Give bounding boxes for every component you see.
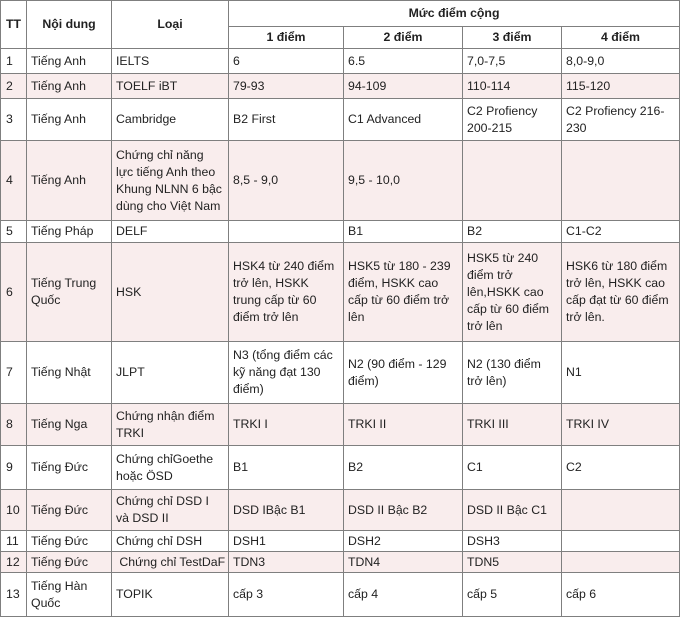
row-point-1: B2 First <box>229 99 344 141</box>
row-type: JLPT <box>112 342 229 404</box>
row-point-1: 8,5 - 9,0 <box>229 141 344 221</box>
row-point-3 <box>463 141 562 221</box>
row-type: Chứng chỉ DSH <box>112 531 229 552</box>
table-row <box>1 552 680 573</box>
row-point-2: DSD II Bậc B2 <box>344 490 463 531</box>
row-point-4: C1-C2 <box>562 221 680 243</box>
row-content: Tiếng Đức <box>27 552 112 573</box>
row-content: Tiếng Hàn Quốc <box>27 573 112 617</box>
row-point-2: B1 <box>344 221 463 243</box>
row-point-3: C2 Profiency 200-215 <box>463 99 562 141</box>
row-type: IELTS <box>112 49 229 74</box>
row-content: Tiếng Đức <box>27 490 112 531</box>
row-point-2: TDN4 <box>344 552 463 573</box>
row-type: Chứng chỉ TestDaF <box>112 552 229 573</box>
table-row <box>1 404 680 446</box>
row-point-3: DSH3 <box>463 531 562 552</box>
row-point-2: C1 Advanced <box>344 99 463 141</box>
row-tt: 13 <box>1 573 27 617</box>
table-row <box>1 74 680 99</box>
row-content: Tiếng Nhật <box>27 342 112 404</box>
header-content: Nội dung <box>27 1 112 49</box>
row-content: Tiếng Đức <box>27 531 112 552</box>
row-point-3: DSD II Bậc C1 <box>463 490 562 531</box>
row-point-1: N3 (tổng điểm các kỹ năng đạt 130 điểm) <box>229 342 344 404</box>
row-point-4: N1 <box>562 342 680 404</box>
row-tt: 6 <box>1 243 27 342</box>
row-point-3: cấp 5 <box>463 573 562 617</box>
header-level-2: 2 điểm <box>344 27 463 49</box>
row-tt: 5 <box>1 221 27 243</box>
table-row <box>1 221 680 243</box>
row-point-2: TRKI II <box>344 404 463 446</box>
table-row <box>1 49 680 74</box>
row-point-2: 9,5 - 10,0 <box>344 141 463 221</box>
row-point-4: C2 Profiency 216-230 <box>562 99 680 141</box>
row-point-1: 79-93 <box>229 74 344 99</box>
row-content: Tiếng Trung Quốc <box>27 243 112 342</box>
row-point-4: TRKI IV <box>562 404 680 446</box>
row-type: Chứng chỉGoethe hoặc ÖSD <box>112 446 229 490</box>
row-point-1: TRKI I <box>229 404 344 446</box>
row-type: Chứng nhận điểm TRKI <box>112 404 229 446</box>
row-point-1: TDN3 <box>229 552 344 573</box>
row-point-1: DSH1 <box>229 531 344 552</box>
table-row <box>1 243 680 342</box>
row-point-4: HSK6 từ 180 điểm trở lên, HSKK cao cấp đạt từ 60 điểm trở lên. <box>562 243 680 342</box>
row-point-3: C1 <box>463 446 562 490</box>
row-tt: 11 <box>1 531 27 552</box>
row-tt: 7 <box>1 342 27 404</box>
row-point-4: cấp 6 <box>562 573 680 617</box>
row-point-2: N2 (90 điểm - 129 điểm) <box>344 342 463 404</box>
row-content: Tiếng Anh <box>27 74 112 99</box>
row-type: HSK <box>112 243 229 342</box>
header-level-4: 4 điểm <box>562 27 680 49</box>
row-tt: 1 <box>1 49 27 74</box>
table-row <box>1 446 680 490</box>
row-point-3: TRKI III <box>463 404 562 446</box>
row-point-1 <box>229 221 344 243</box>
table-row <box>1 141 680 221</box>
row-type: Chứng chỉ năng lực tiếng Anh theo Khung NLNN 6 bậc dùng cho Việt Nam <box>112 141 229 221</box>
row-content: Tiếng Đức <box>27 446 112 490</box>
row-point-2: cấp 4 <box>344 573 463 617</box>
row-point-4: C2 <box>562 446 680 490</box>
row-point-3: HSK5 từ 240 điểm trở lên,HSKK cao cấp từ 60 điểm trở lên <box>463 243 562 342</box>
row-point-4 <box>562 531 680 552</box>
row-point-4: 115-120 <box>562 74 680 99</box>
row-point-2: HSK5 từ 180 - 239 điểm, HSKK cao cấp từ 60 điểm trở lên <box>344 243 463 342</box>
table-row <box>1 99 680 141</box>
row-point-1: DSD IBậc B1 <box>229 490 344 531</box>
row-type: TOPIK <box>112 573 229 617</box>
table-row <box>1 342 680 404</box>
row-content: Tiếng Anh <box>27 49 112 74</box>
header-level-1: 1 điểm <box>229 27 344 49</box>
row-point-2: B2 <box>344 446 463 490</box>
table-row <box>1 573 680 617</box>
row-point-3: 110-114 <box>463 74 562 99</box>
row-content: Tiếng Pháp <box>27 221 112 243</box>
row-tt: 8 <box>1 404 27 446</box>
row-point-2: 6.5 <box>344 49 463 74</box>
row-type: DELF <box>112 221 229 243</box>
row-point-4 <box>562 552 680 573</box>
row-point-2: 94-109 <box>344 74 463 99</box>
row-point-2: DSH2 <box>344 531 463 552</box>
row-type: Cambridge <box>112 99 229 141</box>
row-tt: 9 <box>1 446 27 490</box>
header-bonus: Mức điểm cộng <box>229 1 680 27</box>
row-point-3: B2 <box>463 221 562 243</box>
row-point-4: 8,0-9,0 <box>562 49 680 74</box>
header-tt: TT <box>1 1 27 49</box>
row-point-1: cấp 3 <box>229 573 344 617</box>
row-content: Tiếng Anh <box>27 141 112 221</box>
header-level-3: 3 điểm <box>463 27 562 49</box>
row-point-1: 6 <box>229 49 344 74</box>
row-type: TOELF iBT <box>112 74 229 99</box>
row-tt: 3 <box>1 99 27 141</box>
table-row <box>1 531 680 552</box>
row-point-1: B1 <box>229 446 344 490</box>
row-tt: 12 <box>1 552 27 573</box>
row-tt: 10 <box>1 490 27 531</box>
row-point-3: TDN5 <box>463 552 562 573</box>
row-point-4 <box>562 141 680 221</box>
table-row <box>1 490 680 531</box>
row-content: Tiếng Anh <box>27 99 112 141</box>
row-point-1: HSK4 từ 240 điểm trở lên, HSKK trung cấp từ 60 điểm trở lên <box>229 243 344 342</box>
row-content: Tiếng Nga <box>27 404 112 446</box>
row-tt: 4 <box>1 141 27 221</box>
row-point-4 <box>562 490 680 531</box>
row-point-3: N2 (130 điểm trở lên) <box>463 342 562 404</box>
row-type: Chứng chỉ DSD I và DSD II <box>112 490 229 531</box>
header-type: Loại <box>112 1 229 49</box>
row-point-3: 7,0-7,5 <box>463 49 562 74</box>
row-tt: 2 <box>1 74 27 99</box>
